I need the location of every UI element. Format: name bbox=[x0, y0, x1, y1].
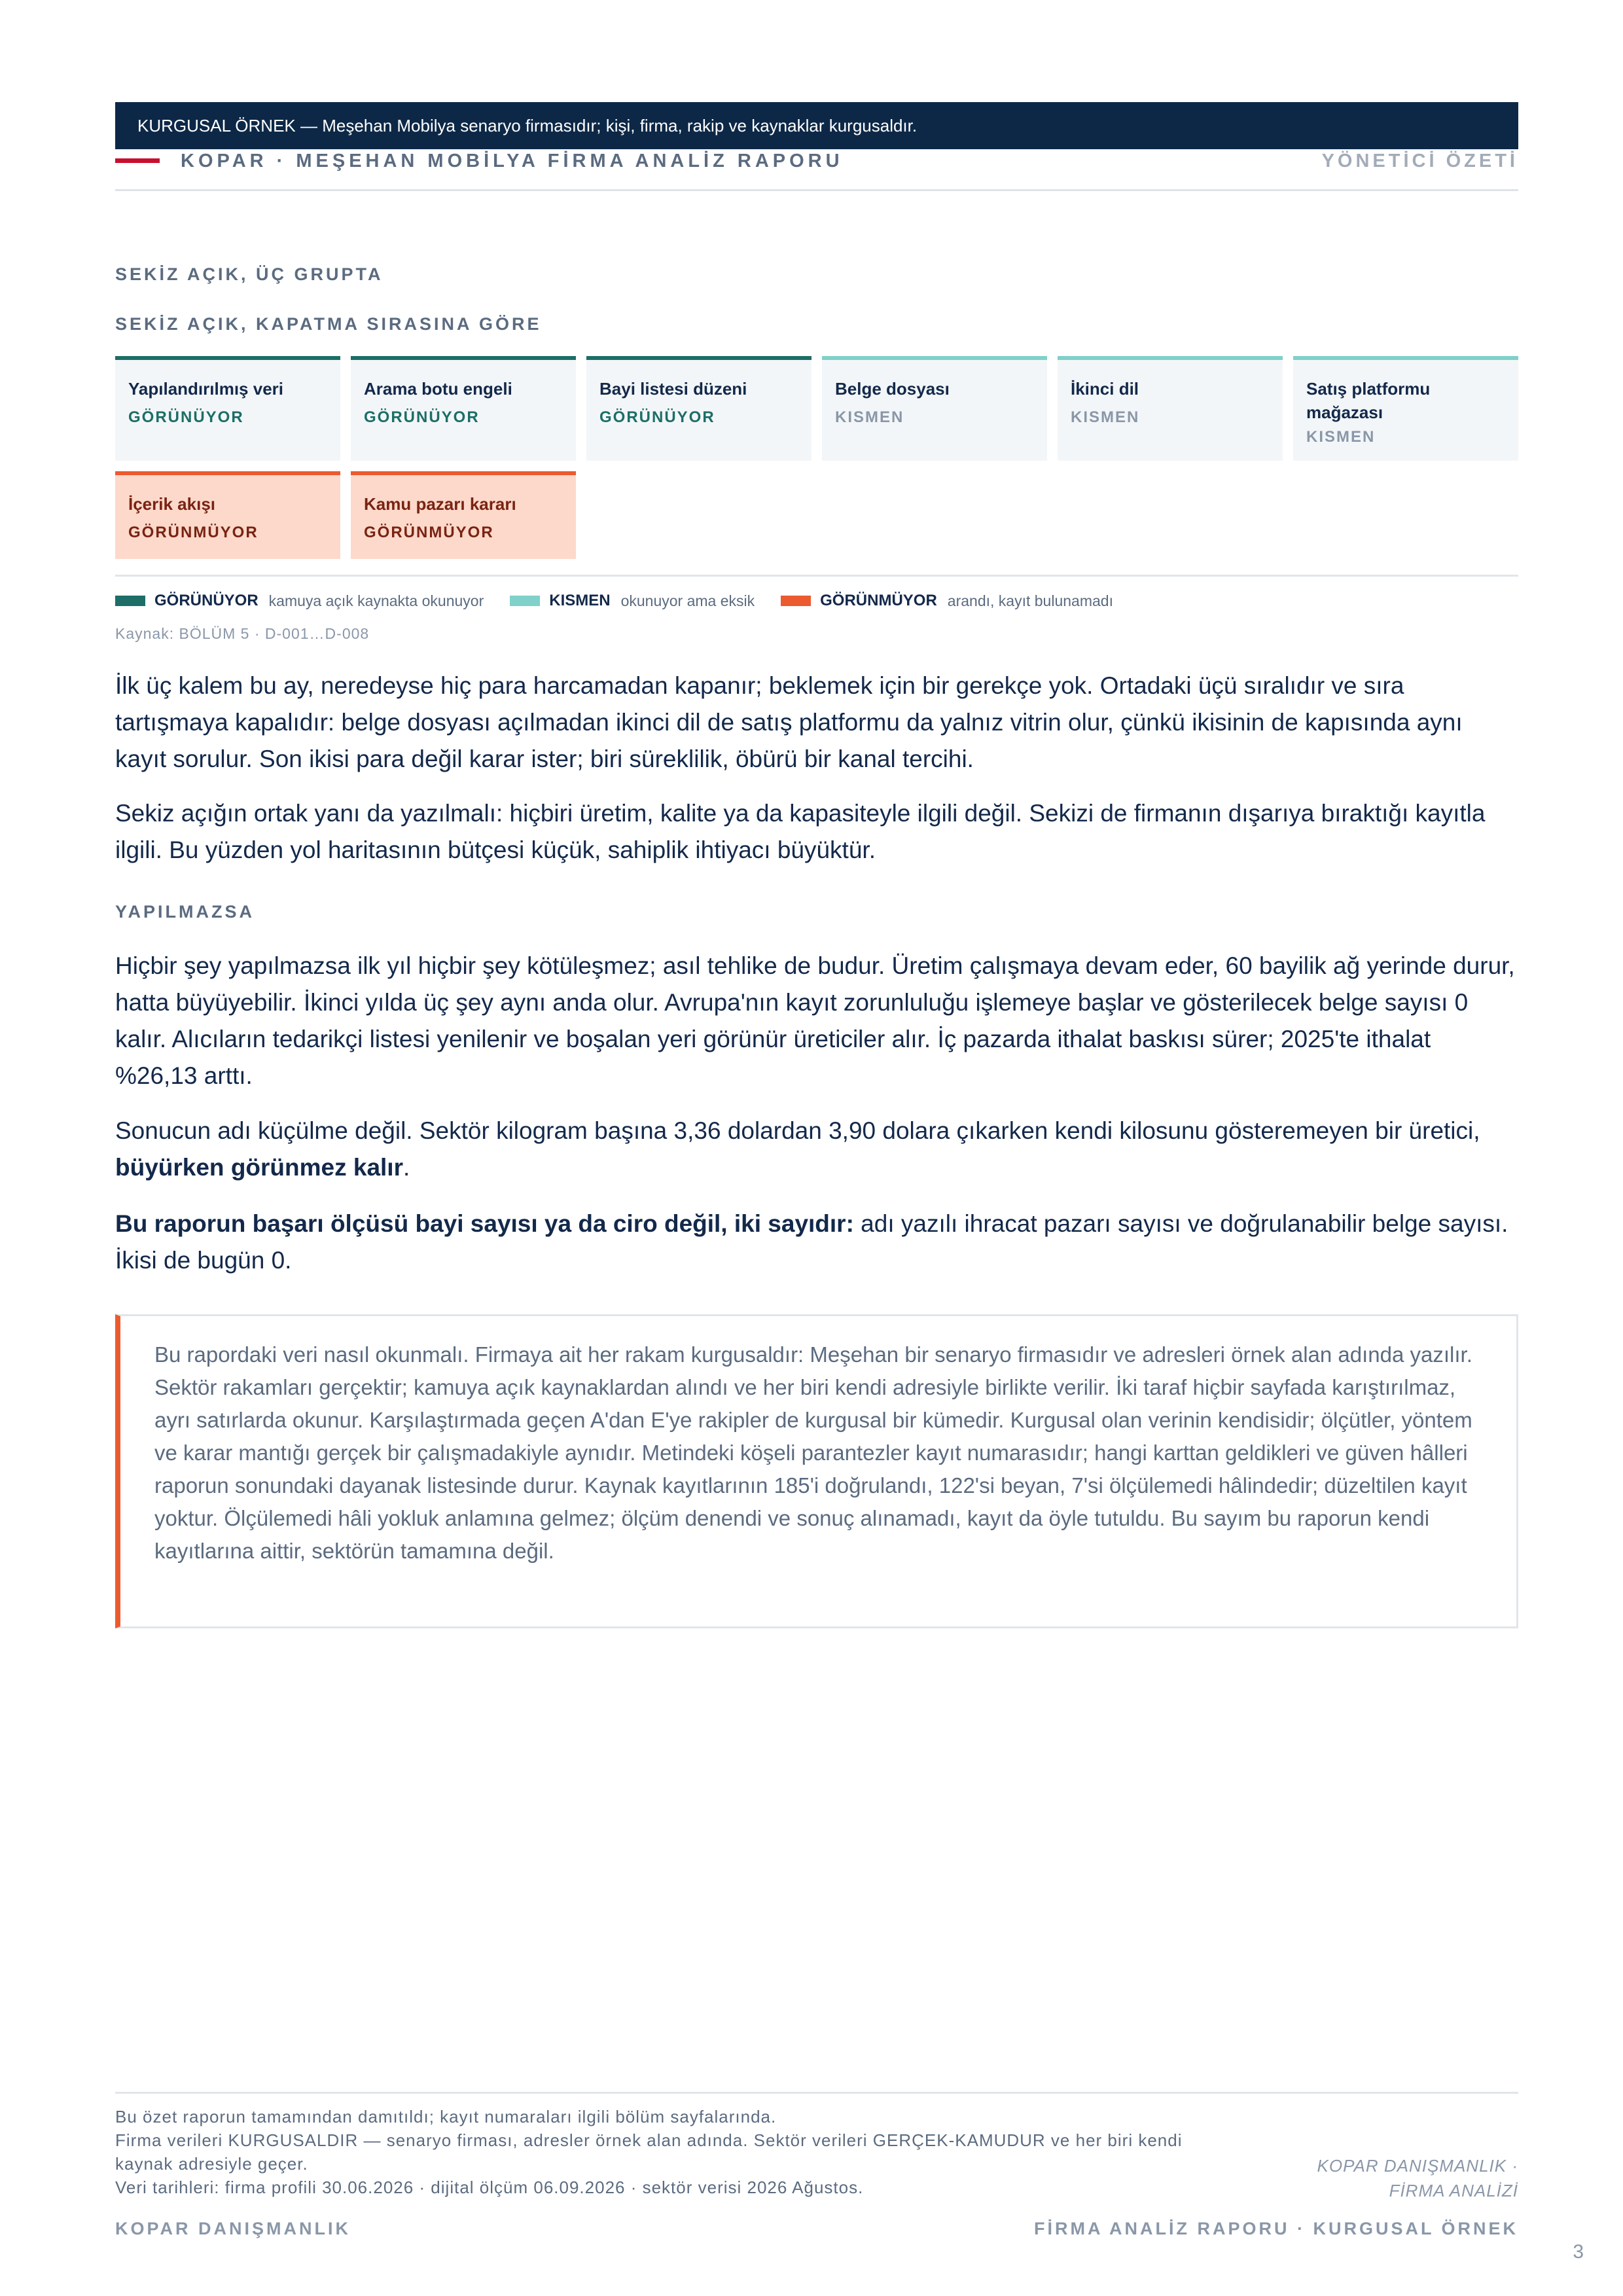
legend-description: arandı, kayıt bulunamadı bbox=[947, 592, 1113, 609]
legend-item bbox=[115, 592, 484, 610]
gap-card bbox=[351, 356, 576, 461]
section-heading: SEKİZ AÇIK, ÜÇ GRUPTA bbox=[115, 264, 383, 284]
gap-card-status: GÖRÜNÜYOR bbox=[599, 408, 715, 426]
section-name: YÖNETİCİ ÖZETİ bbox=[1321, 151, 1518, 171]
gap-card-name: İçerik akışı bbox=[128, 494, 215, 514]
legend-label: KISMEN bbox=[549, 592, 611, 609]
legend-label: GÖRÜNÜYOR bbox=[154, 592, 259, 609]
emphasis-text: Bu raporun başarı ölçüsü bayi sayısı ya da ciro değil, iki sayıdır: bbox=[115, 1210, 854, 1237]
paragraph-text: Sonucun adı küçülme değil. Sektör kilogram başına 3,36 dolardan 3,90 dolara çıkarken kendi kilosunu gösteremeyen bir üretici, bbox=[115, 1117, 1480, 1144]
page-number: 3 bbox=[1573, 2241, 1584, 2263]
legend-divider bbox=[115, 575, 1518, 577]
footer-report-label: FİRMA ANALİZ RAPORU · KURGUSAL ÖRNEK bbox=[1034, 2219, 1518, 2238]
gap-card-status: GÖRÜNÜYOR bbox=[364, 408, 480, 426]
legend-item bbox=[510, 592, 755, 610]
body-paragraph: Sekiz açığın ortak yanı da yazılmalı: hiçbiri üretim, kalite ya da kapasiteyle ilgili değil. Sekizi de firmanın dışarıya bıraktığı kayıtla ilgili. Bu yüzden yol haritasının bütçesi küçük, sahiplik ihtiyacı büyüktür. bbox=[115, 800, 1486, 863]
footer-note: Veri tarihleri: firma profili 30.06.2026 · dijital ölçüm 06.09.2026 · sektör verisi 2026 Ağustos. bbox=[115, 2178, 864, 2197]
legend-swatch bbox=[510, 596, 540, 606]
footer-publisher: KOPAR DANIŞMANLIK · FİRMA ANALİZİ bbox=[1317, 2156, 1518, 2200]
gap-card-name: Yapılandırılmış veri bbox=[128, 379, 283, 399]
running-header bbox=[115, 149, 1518, 191]
footer-divider bbox=[115, 2092, 1518, 2094]
status-legend bbox=[115, 590, 1139, 611]
subheading: YAPILMAZSA bbox=[115, 902, 255, 922]
paragraph-text: adı yazılı ihracat pazarı sayısı ve doğrulanabilir belge sayısı. İkisi de bugün 0. bbox=[115, 1210, 1508, 1274]
gap-card bbox=[115, 471, 340, 559]
gap-card bbox=[351, 471, 576, 559]
emphasis-text: büyürken görünmez kalır bbox=[115, 1154, 403, 1181]
legend-item bbox=[781, 592, 1113, 610]
gap-card bbox=[1293, 356, 1518, 461]
gap-card bbox=[1058, 356, 1283, 461]
gap-card-status: GÖRÜNÜYOR bbox=[128, 408, 244, 426]
gap-card bbox=[586, 356, 812, 461]
footer-note: Bu özet raporun tamamından damıtıldı; kayıt numaraları ilgili bölüm sayfalarında. bbox=[115, 2107, 777, 2126]
paragraph-text: . bbox=[403, 1154, 410, 1181]
legend-description: okunuyor ama eksik bbox=[620, 592, 755, 609]
legend-swatch bbox=[781, 596, 811, 606]
gap-card bbox=[115, 356, 340, 461]
footer-note: Firma verileri KURGUSALDIR — senaryo firması, adresler örnek alan adında. Sektör verileri GERÇEK-KAMUDUR ve her biri kendi kaynak adresiyle geçer. bbox=[115, 2130, 1183, 2174]
gap-card-status: GÖRÜNMÜYOR bbox=[364, 524, 494, 541]
fictional-example-banner: KURGUSAL ÖRNEK — Meşehan Mobilya senaryo firmasıdır; kişi, firma, rakip ve kaynaklar kurgusaldır. bbox=[115, 102, 1518, 149]
gap-card-status: GÖRÜNMÜYOR bbox=[128, 524, 259, 541]
gap-card bbox=[822, 356, 1047, 461]
grid-heading: SEKİZ AÇIK, KAPATMA SIRASINA GÖRE bbox=[115, 314, 542, 334]
footer-brand: KOPAR DANIŞMANLIK bbox=[115, 2219, 351, 2238]
body-paragraph bbox=[115, 1113, 1518, 1186]
legend-description: kamuya açık kaynakta okunuyor bbox=[268, 592, 484, 609]
gap-card-name: İkinci dil bbox=[1071, 379, 1139, 399]
body-paragraph bbox=[115, 1206, 1518, 1279]
gap-card-name: Satış platformu mağazası bbox=[1306, 379, 1431, 422]
legend-label: GÖRÜNMÜYOR bbox=[820, 592, 937, 609]
body-paragraph: İlk üç kalem bu ay, neredeyse hiç para harcamadan kapanır; beklemek için bir gerekçe yok. Ortadaki üçü sıralıdır ve sıra tartışmaya kapalıdır: belge dosyası açılmadan ikinci dil de satış platformu da yalnız vitrin olur, çünkü ikisinin de kapısında aynı kayıt sorulur. Son ikisi para değil karar ister; biri süreklilik, öbürü bir kanal tercihi. bbox=[115, 672, 1463, 772]
legend-swatch bbox=[115, 596, 145, 606]
brand-accent-bar bbox=[115, 158, 160, 163]
data-reading-note: Bu rapordaki veri nasıl okunmalı. Firmaya ait her rakam kurgusaldır: Meşehan bir senaryo firmasıdır ve adresleri örnek alan adında yazılır. Sektör rakamları gerçektir; kamuya açık kaynaklardan alındı ve her biri kendi adresiyle birlikte verilir. İki taraf hiçbir sayfada karıştırılmaz, ayrı satırlarda okunur. Karşılaştırmada geçen A'dan E'ye rakipler de kurgusal bir kümedir. Kurgusal olan verinin kendisidir; ölçütler, yöntem ve karar mantığı gerçek bir çalışmadakiyle aynıdır. Metindeki köşeli parantezler kayıt numarasıdır; hangi karttan geldikleri ve güven hâlleri raporun sonundaki dayanak listesinde durur. Kaynak kayıtlarının 185'i doğrulandı, 122'si beyan, 7'si ölçülemedi hâlindedir; düzeltilen kayıt yoktur. Ölçülemedi hâli yokluk anlamına gelmez; ölçüm denendi ve sonuç alınamadı, kayıt da öyle tutuldu. Bu sayım bu raporun kendi kayıtlarına aittir, sektörün tamamına değil. bbox=[115, 1314, 1518, 1628]
gap-card-status: KISMEN bbox=[1071, 408, 1140, 426]
report-title: KOPAR · MEŞEHAN MOBİLYA FİRMA ANALİZ RAPORU bbox=[181, 151, 844, 171]
gap-card-name: Kamu pazarı kararı bbox=[364, 494, 516, 514]
gap-card-status: KISMEN bbox=[1306, 428, 1376, 446]
gap-card-name: Belge dosyası bbox=[835, 379, 950, 399]
gap-card-status: KISMEN bbox=[835, 408, 904, 426]
gap-card-name: Arama botu engeli bbox=[364, 379, 512, 399]
source-note: Kaynak: BÖLÜM 5 · D-001…D-008 bbox=[115, 625, 370, 642]
body-paragraph: Hiçbir şey yapılmazsa ilk yıl hiçbir şey kötüleşmez; asıl tehlike de budur. Üretim çalışmaya devam eder, 60 bayilik ağ yerinde durur, hatta büyüyebilir. İkinci yılda üç şey aynı anda olur. Avrupa'nın kayıt zorunluluğu işlemeye başlar ve gösterilecek belge sayısı 0 kalır. Alıcıların tedarikçi listesi yenilenir ve boşalan yeri görünür üreticiler alır. İç pazarda ithalat baskısı sürer; 2025'te ithalat %26,13 arttı. bbox=[115, 952, 1515, 1089]
gap-card-name: Bayi listesi düzeni bbox=[599, 379, 747, 399]
